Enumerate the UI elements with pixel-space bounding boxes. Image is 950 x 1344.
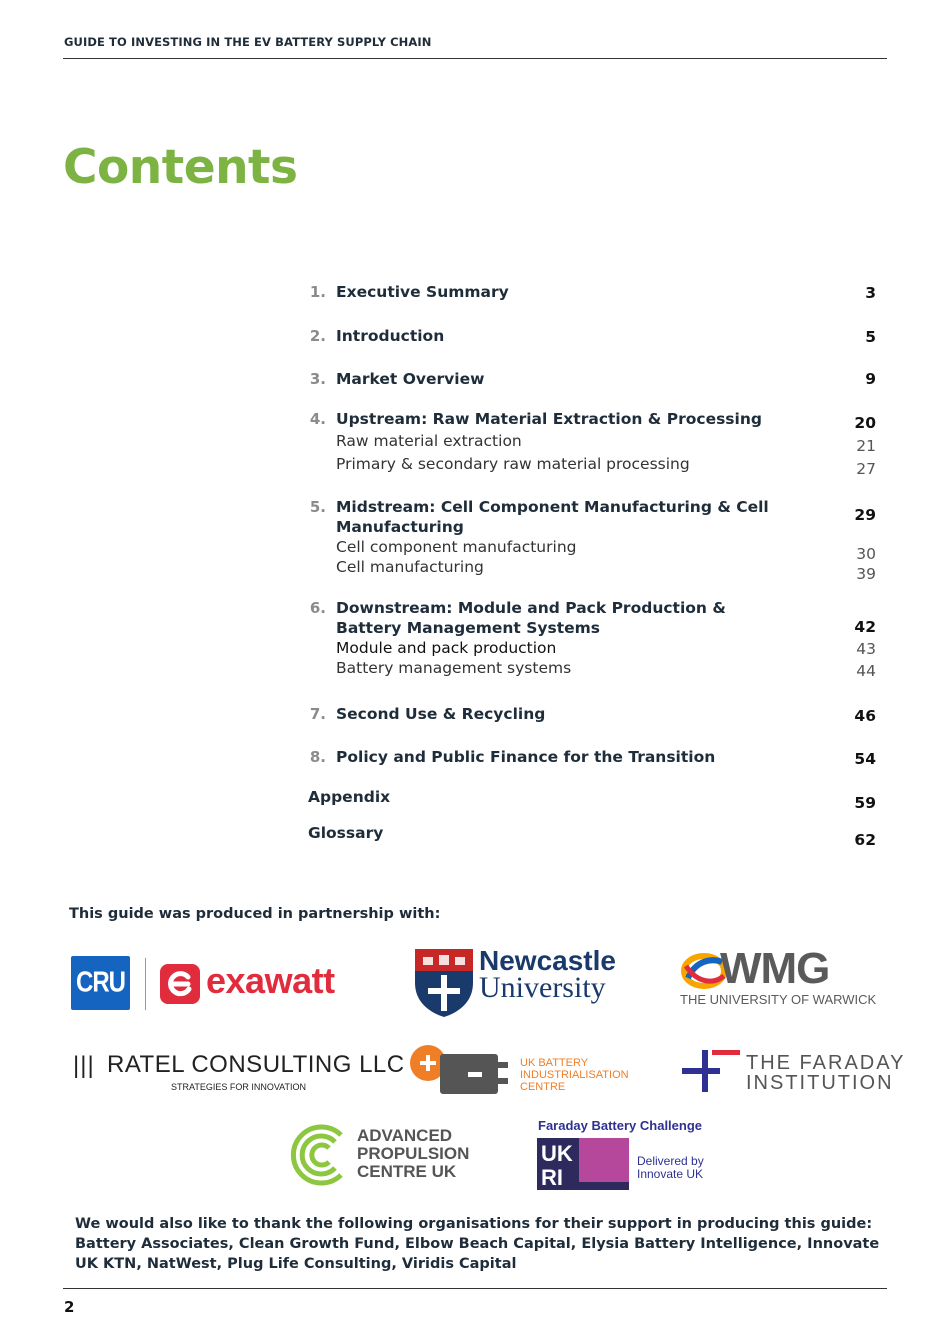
ukbic-line2: INDUSTRIALISATION bbox=[520, 1069, 629, 1081]
toc-title[interactable]: Policy and Public Finance for the Transition bbox=[336, 748, 716, 766]
toc-subentry[interactable]: Primary & secondary raw material processing bbox=[336, 455, 690, 473]
apc-line1: ADVANCED bbox=[357, 1126, 453, 1145]
acknowledgements bbox=[75, 1214, 885, 1274]
ratel-tagline: STRATEGIES FOR INNOVATION bbox=[171, 1082, 307, 1092]
fbc-title: Faraday Battery Challenge bbox=[538, 1118, 703, 1133]
footer-rule bbox=[63, 1288, 887, 1289]
toc-subentry[interactable]: Battery management systems bbox=[336, 659, 572, 677]
acknowledgements-line2: Battery Associates, Clean Growth Fund, Elbow Beach Capital, Elysia Battery Intelligence, Innovate bbox=[75, 1236, 880, 1252]
ratel-bars-icon: ||| bbox=[73, 1052, 95, 1079]
toc-title[interactable]: Glossary bbox=[308, 824, 384, 842]
toc-title[interactable]: Appendix bbox=[308, 788, 391, 806]
toc-number: 5. bbox=[309, 498, 326, 516]
toc-page: 62 bbox=[854, 831, 876, 849]
toc-subpage: 27 bbox=[856, 460, 876, 478]
toc-page: 3 bbox=[865, 284, 876, 302]
toc-page: 46 bbox=[854, 707, 876, 725]
toc-page: 42 bbox=[854, 618, 876, 636]
fbc-delivered-line2: Innovate UK bbox=[637, 1167, 704, 1181]
acknowledgements-line1: We would also like to thank the following organisations for their support in producing this guide: bbox=[75, 1216, 873, 1232]
ukbic-line1: UK BATTERY bbox=[520, 1057, 589, 1069]
ukbic-line3: CENTRE bbox=[520, 1081, 566, 1093]
toc-number: 4. bbox=[309, 410, 326, 428]
toc-title-continued[interactable]: Manufacturing bbox=[336, 518, 464, 536]
toc-number: 6. bbox=[309, 599, 326, 617]
cru-logo bbox=[71, 956, 130, 1010]
toc-subpage: 21 bbox=[856, 437, 876, 455]
exawatt-icon bbox=[160, 964, 200, 1004]
toc-subentry[interactable]: Cell manufacturing bbox=[336, 558, 484, 576]
svg-text:RI: RI bbox=[541, 1165, 563, 1190]
wmg-logo bbox=[680, 944, 877, 1007]
apc-line2: PROPULSION bbox=[357, 1144, 470, 1163]
toc-title[interactable]: Downstream: Module and Pack Production & bbox=[336, 599, 726, 617]
toc-number: 7. bbox=[309, 705, 326, 723]
toc-subpage: 43 bbox=[856, 640, 876, 658]
toc-subpage: 30 bbox=[856, 545, 876, 563]
toc-page: 29 bbox=[854, 506, 876, 524]
toc-title[interactable]: Midstream: Cell Component Manufacturing & Cell bbox=[336, 498, 769, 516]
svg-text:UK: UK bbox=[541, 1141, 573, 1166]
wmg-subtitle: THE UNIVERSITY OF WARWICK bbox=[680, 992, 877, 1007]
newcastle-wordmark-line2: University bbox=[479, 971, 606, 1004]
toc-subpage: 39 bbox=[856, 565, 876, 583]
faraday-line1: THE FARADAY bbox=[746, 1052, 906, 1074]
toc-number: 2. bbox=[309, 327, 326, 345]
ratel-wordmark: RATEL CONSULTING LLC bbox=[107, 1051, 405, 1078]
logo-divider bbox=[145, 958, 146, 1010]
apc-rings-icon bbox=[289, 1123, 351, 1187]
toc-page: 5 bbox=[865, 328, 876, 346]
toc-title-continued[interactable]: Battery Management Systems bbox=[336, 619, 601, 637]
newcastle-wordmark-line1: Newcastle bbox=[479, 945, 616, 976]
newcastle-crest-icon bbox=[413, 947, 475, 1019]
toc-subentry[interactable]: Module and pack production bbox=[336, 639, 557, 657]
acknowledgements-line3: UK KTN, NatWest, Plug Life Consulting, Viridis Capital bbox=[75, 1256, 517, 1272]
ukri-icon bbox=[537, 1138, 629, 1190]
page-title: Contents bbox=[63, 140, 298, 195]
toc-title[interactable]: Executive Summary bbox=[336, 283, 509, 301]
running-header: GUIDE TO INVESTING IN THE EV BATTERY SUPPLY CHAIN bbox=[64, 35, 432, 49]
cru-logo-text: CRU bbox=[76, 966, 125, 999]
wmg-wordmark: WMG bbox=[720, 944, 830, 993]
toc-page: 20 bbox=[854, 414, 876, 432]
newcastle-university-logo bbox=[413, 945, 616, 1023]
toc-title[interactable]: Market Overview bbox=[336, 370, 485, 388]
exawatt-wordmark: exawatt bbox=[206, 960, 335, 1001]
ukbic-battery-icon bbox=[408, 1044, 512, 1098]
toc-subentry[interactable]: Raw material extraction bbox=[336, 432, 522, 450]
toc-number: 3. bbox=[309, 370, 326, 388]
apc-uk-logo bbox=[289, 1123, 470, 1191]
ukbic-logo bbox=[408, 1044, 629, 1102]
faraday-institution-logo bbox=[682, 1050, 906, 1096]
toc-title[interactable]: Introduction bbox=[336, 327, 445, 345]
faraday-line2: INSTITUTION bbox=[746, 1072, 894, 1094]
fbc-delivered-line1: Delivered by bbox=[637, 1154, 704, 1168]
toc-number: 1. bbox=[309, 283, 326, 301]
toc-subpage: 44 bbox=[856, 662, 876, 680]
toc-number: 8. bbox=[309, 748, 326, 766]
apc-line3: CENTRE UK bbox=[357, 1162, 457, 1181]
header-rule bbox=[63, 58, 887, 59]
toc-title[interactable]: Upstream: Raw Material Extraction & Processing bbox=[336, 410, 762, 428]
toc-page: 59 bbox=[854, 794, 876, 812]
toc-title[interactable]: Second Use & Recycling bbox=[336, 705, 546, 723]
partners-heading: This guide was produced in partnership with: bbox=[69, 906, 441, 922]
toc-page: 9 bbox=[865, 370, 876, 388]
toc-subentry[interactable]: Cell component manufacturing bbox=[336, 538, 577, 556]
toc-page: 54 bbox=[854, 750, 876, 768]
page-number: 2 bbox=[64, 1298, 75, 1316]
faraday-cross-icon bbox=[682, 1050, 740, 1092]
